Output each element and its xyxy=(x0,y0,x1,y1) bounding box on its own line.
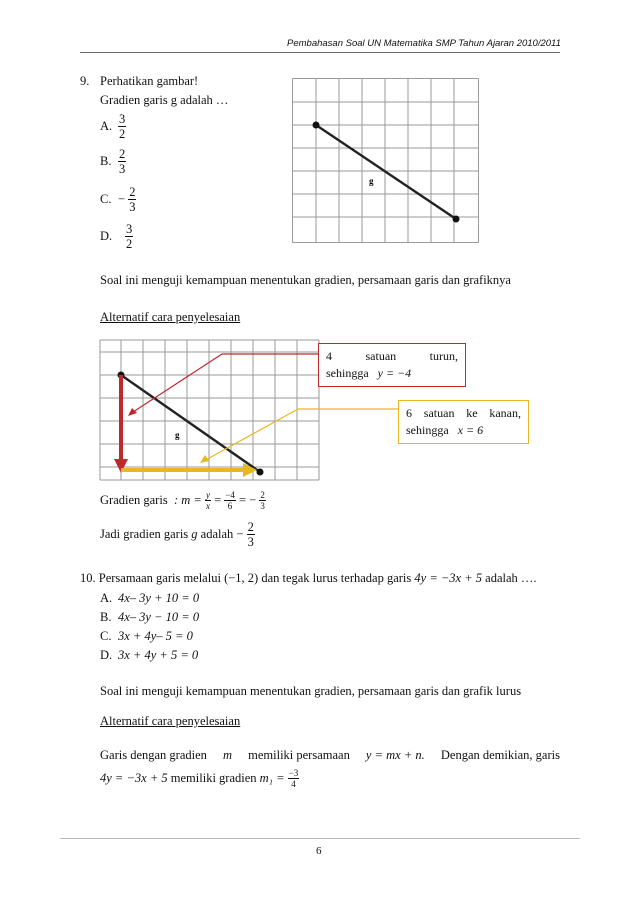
q9-figure-grid xyxy=(292,78,479,243)
solution-line-label: g xyxy=(175,430,180,440)
callout-down: 4 satuan turun, sehingga y = −4 xyxy=(318,343,466,387)
line-g-start-point xyxy=(313,122,320,129)
q10-paragraph-line2: 4y = −3x + 5 memiliki gradien m₁ = $\frac{-3}{4}$ xyxy=(100,768,299,789)
q10-tests-text: Soal ini menguji kemampuan menentukan gradien, persamaan garis dan grafik lurus xyxy=(100,684,522,698)
solution-line-g xyxy=(121,375,260,472)
q10-paragraph-line1: Garis dengan gradien m memiliki persamaan y = mx + n. Dengan demikian, garis xyxy=(100,748,560,762)
q9-number: 9. xyxy=(80,74,90,88)
q9-question: Gradien garis g adalah … xyxy=(100,93,229,107)
header-rule xyxy=(80,52,560,53)
line-g-label: g xyxy=(369,176,374,186)
q9-alt-heading: Alternatif cara penyelesaian xyxy=(100,310,241,324)
q9-option-a: A. $\frac{3}{2}$ xyxy=(100,112,126,141)
q10-option-d: D. 3x + 4y + 5 = 0 xyxy=(100,648,199,662)
page-number: 6 xyxy=(316,845,322,857)
q9-option-c: C. − $\frac{2}{3}$ xyxy=(100,185,136,214)
q9-tests-text: Soal ini menguji kemampuan menentukan gradien, persamaan garis dan grafiknya xyxy=(100,273,511,287)
page-header: Pembahasan Soal UN Matematika SMP Tahun Ajaran 2010/2011 xyxy=(287,38,561,49)
line-g-end-point xyxy=(453,216,460,223)
line-g xyxy=(316,125,456,219)
q9-conclusion: Jadi gradien garis g adalah − $\frac{2}{3}$ xyxy=(100,520,254,549)
callout-right: 6 satuan ke kanan, sehingga x = 6 xyxy=(398,400,529,444)
solution-end-point xyxy=(257,469,264,476)
callout-right-pointer xyxy=(202,409,298,462)
q9-option-b: B. $\frac{2}{3}$ xyxy=(100,147,126,176)
q9-prompt: Perhatikan gambar! xyxy=(100,74,199,88)
q10-alt-heading: Alternatif cara penyelesaian xyxy=(100,714,241,728)
q10-option-c: C. 3x + 4y– 5 = 0 xyxy=(100,629,193,643)
q10-question: 10. Persamaan garis melalui (−1, 2) dan tegak lurus terhadap garis 4y = −3x + 5 adalah …. xyxy=(80,571,537,585)
callout-down-pointer xyxy=(130,354,222,414)
q9-gradient-equation: Gradien garis : m = $\frac{y}{x}$ = $\frac{-4}{6}$ = − $\frac{2}{3}$ xyxy=(100,490,265,511)
footer-rule xyxy=(60,838,580,839)
q10-option-a: A. 4x– 3y + 10 = 0 xyxy=(100,591,200,605)
q10-option-b: B. 4x– 3y − 10 = 0 xyxy=(100,610,200,624)
q9-option-d: D. $\frac{3}{2}$ xyxy=(100,222,133,251)
